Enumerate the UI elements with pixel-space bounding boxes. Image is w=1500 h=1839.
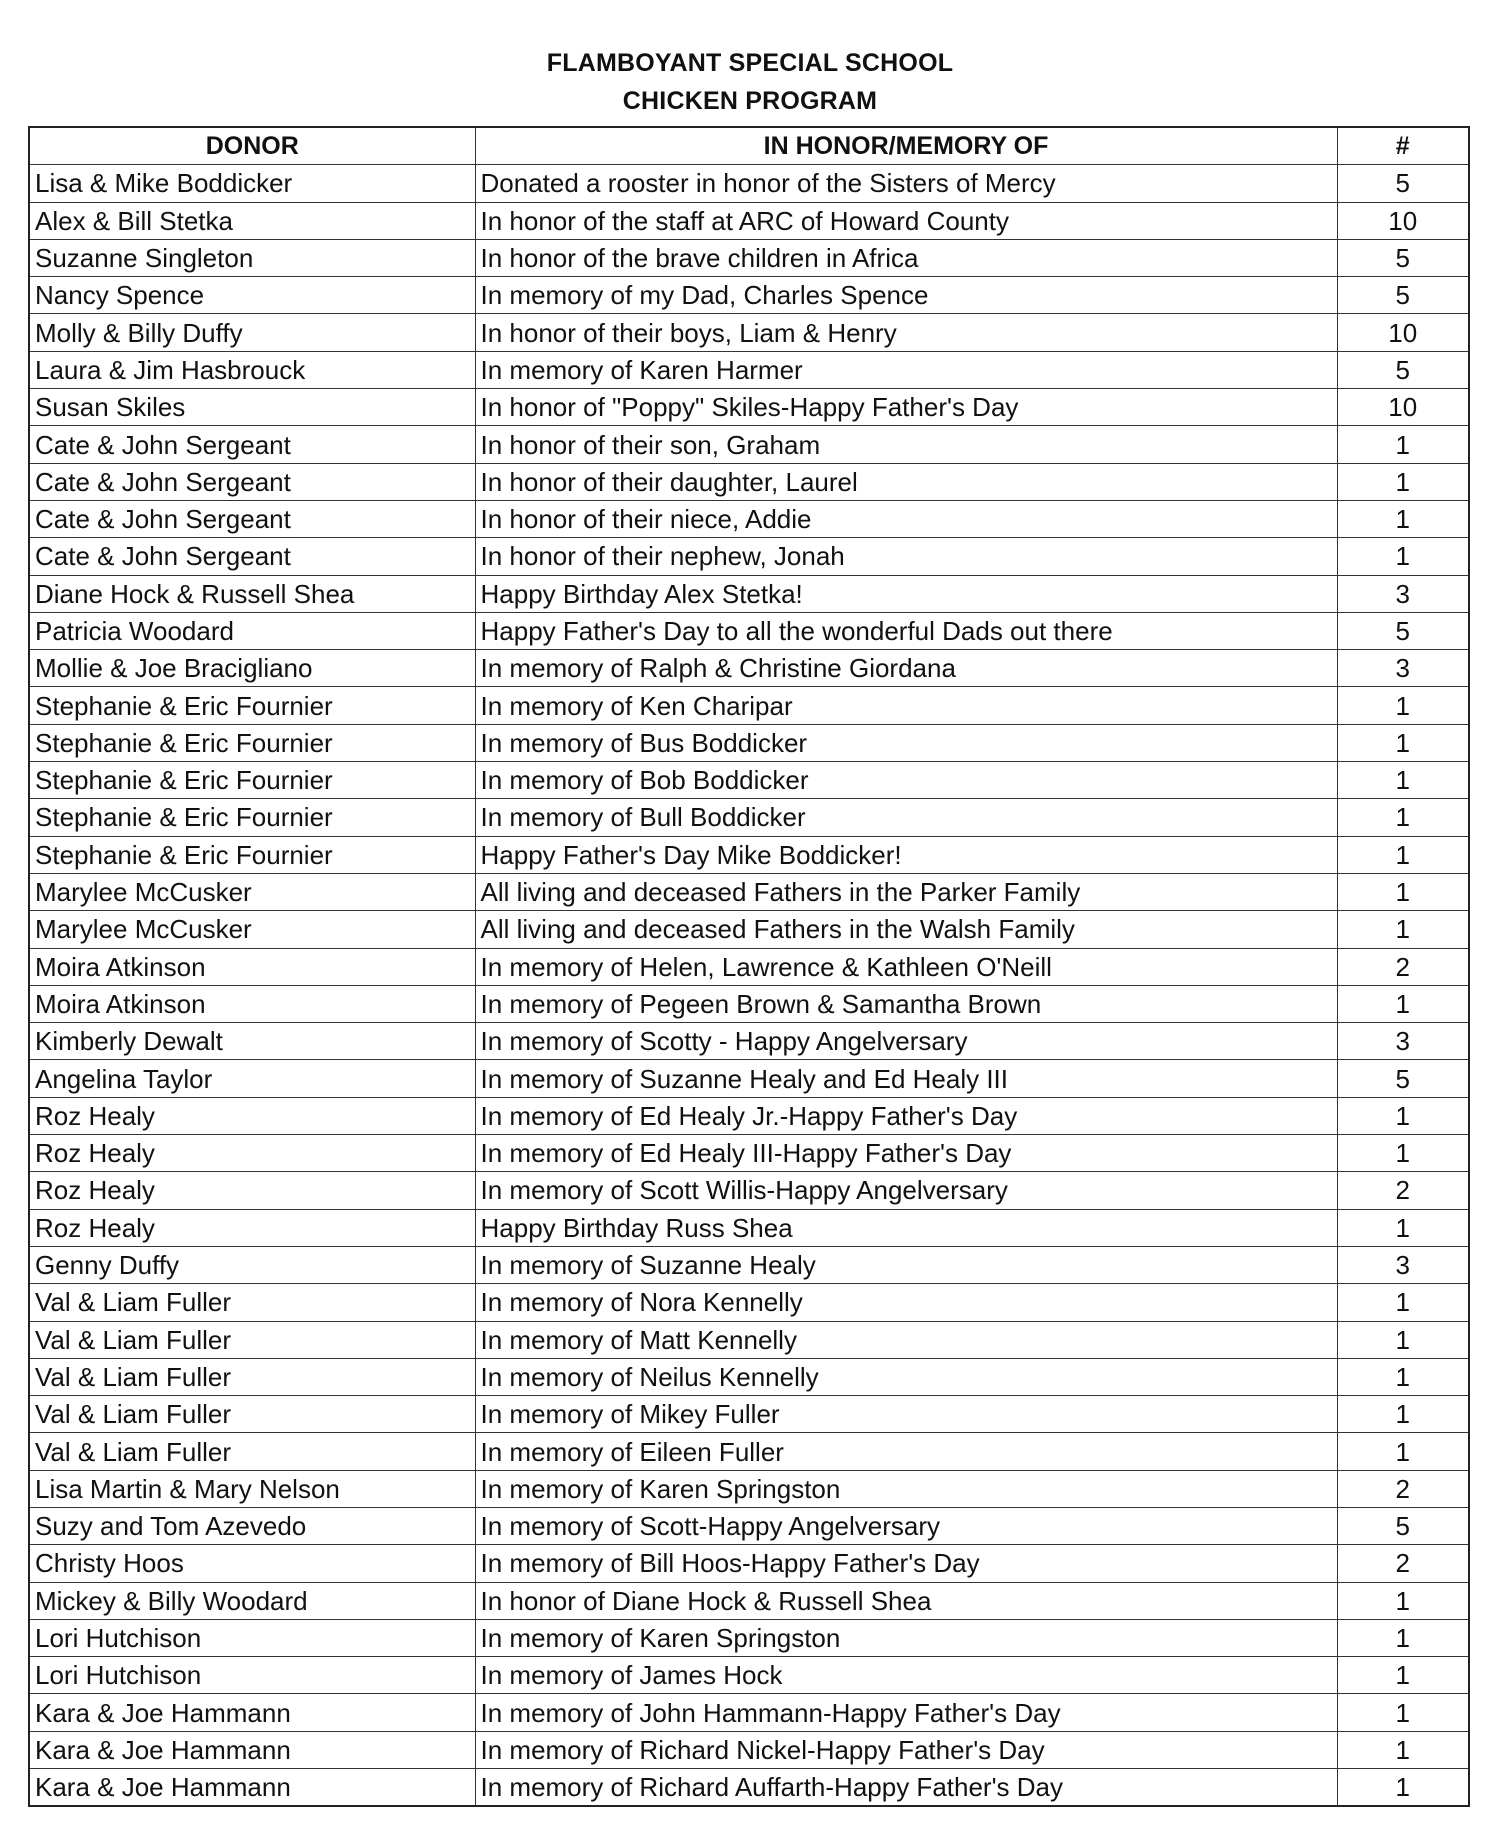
count-cell: 3 [1337, 1023, 1469, 1060]
honor-memory-cell: In memory of Bob Boddicker [475, 762, 1337, 799]
table-row [29, 1358, 1469, 1395]
count-cell: 1 [1337, 1694, 1469, 1731]
donor-cell: Suzanne Singleton [29, 239, 475, 276]
count-cell: 1 [1337, 426, 1469, 463]
honor-memory-cell: In honor of Diane Hock & Russell Shea [475, 1582, 1337, 1619]
count-cell: 1 [1337, 1731, 1469, 1768]
donor-cell: Val & Liam Fuller [29, 1321, 475, 1358]
table-row [29, 1545, 1469, 1582]
donor-cell: Stephanie & Eric Fournier [29, 799, 475, 836]
table-row [29, 1396, 1469, 1433]
honor-memory-cell: Donated a rooster in honor of the Sisters of Mercy [475, 165, 1337, 202]
table-row [29, 277, 1469, 314]
donor-cell: Kimberly Dewalt [29, 1023, 475, 1060]
honor-memory-cell: In memory of Karen Harmer [475, 351, 1337, 388]
honor-memory-cell: In memory of Karen Springston [475, 1470, 1337, 1507]
honor-memory-cell: In memory of Scott Willis-Happy Angelversary [475, 1172, 1337, 1209]
donor-cell: Christy Hoos [29, 1545, 475, 1582]
count-cell: 2 [1337, 1172, 1469, 1209]
table-row [29, 612, 1469, 649]
count-cell: 5 [1337, 277, 1469, 314]
table-row [29, 985, 1469, 1022]
donor-cell: Roz Healy [29, 1097, 475, 1134]
table-row [29, 538, 1469, 575]
donor-cell: Alex & Bill Stetka [29, 202, 475, 239]
table-row [29, 762, 1469, 799]
count-cell: 5 [1337, 1507, 1469, 1544]
honor-memory-cell: In memory of Scott-Happy Angelversary [475, 1507, 1337, 1544]
count-cell: 1 [1337, 1097, 1469, 1134]
count-cell: 3 [1337, 650, 1469, 687]
donor-cell: Val & Liam Fuller [29, 1284, 475, 1321]
donor-cell: Roz Healy [29, 1209, 475, 1246]
donor-cell: Lisa Martin & Mary Nelson [29, 1470, 475, 1507]
table-row [29, 873, 1469, 910]
donor-cell: Cate & John Sergeant [29, 463, 475, 500]
count-cell: 1 [1337, 799, 1469, 836]
donor-cell: Marylee McCusker [29, 873, 475, 910]
honor-memory-cell: In memory of Bull Boddicker [475, 799, 1337, 836]
donor-cell: Susan Skiles [29, 389, 475, 426]
donor-cell: Marylee McCusker [29, 911, 475, 948]
table-row [29, 575, 1469, 612]
honor-memory-cell: In memory of James Hock [475, 1657, 1337, 1694]
honor-memory-cell: In honor of their son, Graham [475, 426, 1337, 463]
count-cell: 1 [1337, 500, 1469, 537]
donor-cell: Mollie & Joe Bracigliano [29, 650, 475, 687]
table-row [29, 1246, 1469, 1283]
donor-cell: Stephanie & Eric Fournier [29, 836, 475, 873]
honor-memory-cell: In memory of Richard Nickel-Happy Father's Day [475, 1731, 1337, 1768]
table-row [29, 1097, 1469, 1134]
table-row [29, 1172, 1469, 1209]
table-row [29, 1769, 1469, 1807]
donor-cell: Stephanie & Eric Fournier [29, 687, 475, 724]
table-row [29, 314, 1469, 351]
count-cell: 10 [1337, 314, 1469, 351]
honor-memory-cell: In memory of Nora Kennelly [475, 1284, 1337, 1321]
donor-cell: Cate & John Sergeant [29, 500, 475, 537]
count-cell: 1 [1337, 687, 1469, 724]
table-row [29, 1694, 1469, 1731]
donor-cell: Patricia Woodard [29, 612, 475, 649]
donor-cell: Lori Hutchison [29, 1619, 475, 1656]
table-row [29, 426, 1469, 463]
table-row [29, 836, 1469, 873]
program-name: CHICKEN PROGRAM [622, 87, 878, 115]
count-cell: 5 [1337, 612, 1469, 649]
count-cell: 1 [1337, 1209, 1469, 1246]
donor-cell: Moira Atkinson [29, 948, 475, 985]
donor-cell: Val & Liam Fuller [29, 1358, 475, 1395]
honor-memory-cell: In memory of Ralph & Christine Giordana [475, 650, 1337, 687]
honor-memory-cell: All living and deceased Fathers in the Parker Family [475, 873, 1337, 910]
honor-memory-cell: In memory of Mikey Fuller [475, 1396, 1337, 1433]
honor-memory-cell: Happy Father's Day Mike Boddicker! [475, 836, 1337, 873]
count-cell: 1 [1337, 463, 1469, 500]
count-cell: 1 [1337, 1619, 1469, 1656]
honor-memory-cell: In memory of Bill Hoos-Happy Father's Day [475, 1545, 1337, 1582]
table-row [29, 1135, 1469, 1172]
count-cell: 1 [1337, 1358, 1469, 1395]
honor-memory-cell: In memory of Bus Boddicker [475, 724, 1337, 761]
donor-cell: Kara & Joe Hammann [29, 1694, 475, 1731]
count-cell: 1 [1337, 1396, 1469, 1433]
donor-cell: Molly & Billy Duffy [29, 314, 475, 351]
donor-cell: Nancy Spence [29, 277, 475, 314]
donor-cell: Val & Liam Fuller [29, 1396, 475, 1433]
table-row [29, 1023, 1469, 1060]
donor-cell: Suzy and Tom Azevedo [29, 1507, 475, 1544]
count-cell: 1 [1337, 911, 1469, 948]
donor-cell: Kara & Joe Hammann [29, 1731, 475, 1768]
honor-memory-cell: In memory of John Hammann-Happy Father's Day [475, 1694, 1337, 1731]
donor-cell: Val & Liam Fuller [29, 1433, 475, 1470]
count-cell: 1 [1337, 836, 1469, 873]
count-cell: 5 [1337, 351, 1469, 388]
count-cell: 2 [1337, 1470, 1469, 1507]
donor-cell: Cate & John Sergeant [29, 538, 475, 575]
honor-memory-cell: Happy Birthday Russ Shea [475, 1209, 1337, 1246]
count-cell: 10 [1337, 389, 1469, 426]
count-cell: 3 [1337, 1246, 1469, 1283]
donor-cell: Diane Hock & Russell Shea [29, 575, 475, 612]
count-cell: 2 [1337, 1545, 1469, 1582]
honor-memory-cell: In memory of Richard Auffarth-Happy Father's Day [475, 1769, 1337, 1807]
table-row [29, 650, 1469, 687]
honor-memory-cell: In memory of Helen, Lawrence & Kathleen O'Neill [475, 948, 1337, 985]
table-row [29, 948, 1469, 985]
count-cell: 5 [1337, 165, 1469, 202]
honor-memory-cell: In memory of Matt Kennelly [475, 1321, 1337, 1358]
honor-memory-cell: In honor of the brave children in Africa [475, 239, 1337, 276]
honor-memory-cell: In honor of their niece, Addie [475, 500, 1337, 537]
table-row [29, 1731, 1469, 1768]
honor-memory-cell: In memory of Scotty - Happy Angelversary [475, 1023, 1337, 1060]
donor-cell: Roz Healy [29, 1135, 475, 1172]
donor-cell: Angelina Taylor [29, 1060, 475, 1097]
count-cell: 1 [1337, 1284, 1469, 1321]
table-row [29, 1209, 1469, 1246]
donor-cell: Lori Hutchison [29, 1657, 475, 1694]
count-cell: 10 [1337, 202, 1469, 239]
count-cell: 5 [1337, 1060, 1469, 1097]
count-cell: 1 [1337, 724, 1469, 761]
honor-memory-cell: All living and deceased Fathers in the Walsh Family [475, 911, 1337, 948]
table-header-row [29, 127, 1469, 165]
table-row [29, 1060, 1469, 1097]
table-row [29, 500, 1469, 537]
table-row [29, 1284, 1469, 1321]
table-row [29, 724, 1469, 761]
count-cell: 1 [1337, 538, 1469, 575]
table-row [29, 1321, 1469, 1358]
count-cell: 1 [1337, 1582, 1469, 1619]
count-cell: 1 [1337, 1433, 1469, 1470]
table-row [29, 165, 1469, 202]
donor-cell: Stephanie & Eric Fournier [29, 762, 475, 799]
column-header-donor: DONOR [29, 127, 475, 165]
title-block [0, 44, 1500, 120]
table-row [29, 389, 1469, 426]
column-header-count: # [1337, 127, 1469, 165]
honor-memory-cell: In honor of the staff at ARC of Howard County [475, 202, 1337, 239]
count-cell: 1 [1337, 873, 1469, 910]
donor-table [28, 126, 1470, 1807]
donor-cell: Laura & Jim Hasbrouck [29, 351, 475, 388]
table-row [29, 911, 1469, 948]
table-row [29, 1507, 1469, 1544]
count-cell: 1 [1337, 1321, 1469, 1358]
honor-memory-cell: In honor of their daughter, Laurel [475, 463, 1337, 500]
donor-cell: Genny Duffy [29, 1246, 475, 1283]
honor-memory-cell: In honor of their nephew, Jonah [475, 538, 1337, 575]
count-cell: 1 [1337, 762, 1469, 799]
table-row [29, 351, 1469, 388]
donor-cell: Stephanie & Eric Fournier [29, 724, 475, 761]
table-row [29, 463, 1469, 500]
honor-memory-cell: In memory of Karen Springston [475, 1619, 1337, 1656]
column-header-honor-memory: IN HONOR/MEMORY OF [475, 127, 1337, 165]
table-row [29, 202, 1469, 239]
honor-memory-cell: In memory of Pegeen Brown & Samantha Brown [475, 985, 1337, 1022]
table-row [29, 799, 1469, 836]
honor-memory-cell: Happy Birthday Alex Stetka! [475, 575, 1337, 612]
donor-cell: Cate & John Sergeant [29, 426, 475, 463]
honor-memory-cell: In memory of Ed Healy Jr.-Happy Father's Day [475, 1097, 1337, 1134]
count-cell: 1 [1337, 1657, 1469, 1694]
count-cell: 3 [1337, 575, 1469, 612]
honor-memory-cell: Happy Father's Day to all the wonderful Dads out there [475, 612, 1337, 649]
school-name: FLAMBOYANT SPECIAL SCHOOL [546, 49, 954, 77]
honor-memory-cell: In memory of my Dad, Charles Spence [475, 277, 1337, 314]
honor-memory-cell: In memory of Eileen Fuller [475, 1433, 1337, 1470]
honor-memory-cell: In memory of Suzanne Healy [475, 1246, 1337, 1283]
honor-memory-cell: In memory of Neilus Kennelly [475, 1358, 1337, 1395]
table-row [29, 1582, 1469, 1619]
table-row [29, 1433, 1469, 1470]
count-cell: 1 [1337, 985, 1469, 1022]
honor-memory-cell: In memory of Ken Charipar [475, 687, 1337, 724]
table-row [29, 1470, 1469, 1507]
table-row [29, 239, 1469, 276]
honor-memory-cell: In memory of Suzanne Healy and Ed Healy III [475, 1060, 1337, 1097]
count-cell: 2 [1337, 948, 1469, 985]
table-row [29, 1657, 1469, 1694]
count-cell: 1 [1337, 1135, 1469, 1172]
donor-cell: Roz Healy [29, 1172, 475, 1209]
donor-cell: Kara & Joe Hammann [29, 1769, 475, 1807]
table-row [29, 687, 1469, 724]
count-cell: 5 [1337, 239, 1469, 276]
honor-memory-cell: In honor of their boys, Liam & Henry [475, 314, 1337, 351]
honor-memory-cell: In memory of Ed Healy III-Happy Father's Day [475, 1135, 1337, 1172]
count-cell: 1 [1337, 1769, 1469, 1807]
table-row [29, 1619, 1469, 1656]
donor-cell: Lisa & Mike Boddicker [29, 165, 475, 202]
donor-cell: Moira Atkinson [29, 985, 475, 1022]
honor-memory-cell: In honor of "Poppy" Skiles-Happy Father's Day [475, 389, 1337, 426]
donor-cell: Mickey & Billy Woodard [29, 1582, 475, 1619]
